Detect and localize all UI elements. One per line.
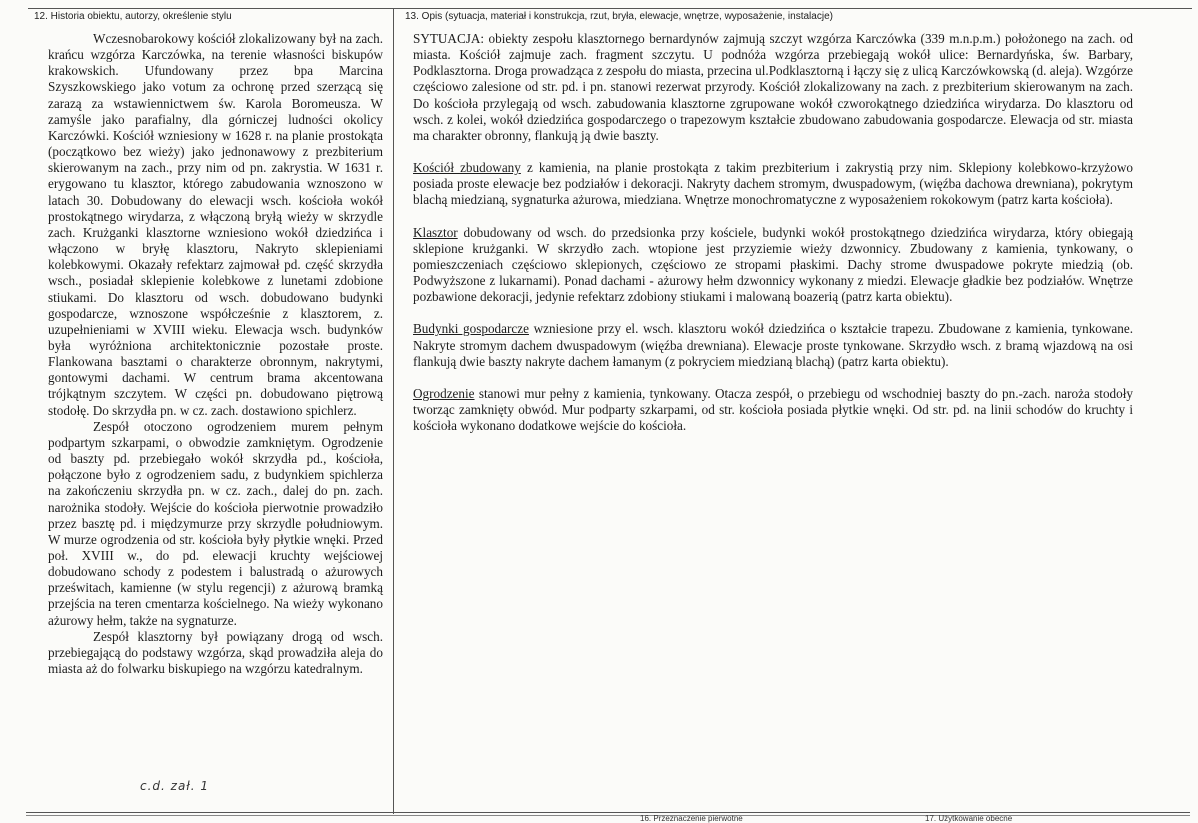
history-column	[48, 31, 383, 677]
top-rule	[28, 8, 1192, 9]
section-16-heading: 16. Przeznaczenie pierwotne	[640, 814, 743, 823]
handwritten-note: c.d. zał. 1	[140, 779, 210, 793]
budynki-paragraph	[413, 321, 1133, 369]
history-paragraph-2: Zespół otoczono ogrodzeniem murem pełnym podpartym szkarpami, o obwodzie zamkniętym. Ogrodzenie od baszty pd. przebiegało wokół skrzydła pd., kościoła, połączone było z ogrodzeniem sadu, z budynkiem spichlerza na zakończeniu skrzydła pn. w cz. zach., dalej do pn. zach. narożnika stodoły. Wejście do kościoła pierwotnie prowadziło przez basztę pd. i międzymurze przy skrzydle południowym. W murze ogrodzenia od str. kościoła były płytkie wnęki. Przed poł. XVIII w., do pd. elewacji kruchty wejściowej dobudowano schody z podestem i balustradą o ażurowych prześwitach, kamienne (w stylu regencji) z ażurową bramką przejścia na teren cmentarza kościelnego. Na wieży wykonano ażurowy hełm, także na sygnaturze.	[48, 418, 383, 628]
bottom-rule-inner	[26, 815, 1190, 816]
ogrodzenie-label: Ogrodzenie	[413, 385, 475, 401]
section-17-heading: 17. Użytkowanie obecne	[925, 814, 1013, 823]
kosciol-text: z kamienia, na planie prostokąta z takim prezbiterium i zakrystią przy nim. Sklepiony kolebkowo-krzyżowo posiada proste elewacje bez podziałów i dekoracji. Nakryty dachem stromym, dwuspadowym, (więźba dachowa drewniana), pokrytym blachą miedzianą, sygnaturka ażurowa, miedziana. Wnętrze monochromatyczne z wyposażeniem rokokowym (patrz karta kościoła).	[413, 160, 1133, 208]
history-paragraph-1: Wczesnobarokowy kościół zlokalizowany był na zach. krańcu wzgórza Karczówka, na terenie własności biskupów krakowskich. Ufundowany przez bpa Marcina Szyszkowskiego jako votum za ochronę przed szerzącą się zarazą za wstawiennictwem św. Karola Boromeusza. W zamyśle jako parafialny, dla górniczej ludności okolicy Karczówki. Kościół wzniesiony w 1628 r. na planie prostokąta (początkowo bez wieży) jako jednonawowy z prezbiterium skierowanym na zach., przy nim od pn. zakrystia. W 1631 r. erygowano tu klasztor, którego zabudowania wznoszono w latach 30. Dobudowany do elewacji wsch. kościoła wokół prostokątnego wirydarza, z włączoną bryłą wieży w skrzydle zach. Krużganki klasztorne wzniesiono wokół dziedzińca i włączono w bryłę klasztoru, Nakryto sklepieniami kolebkowymi. Okazały refektarz zajmował pd. część skrzydła wsch., posiadał sklepienie kolebkowe z lunetami zdobione stiukami. Do klasztoru od wsch. dobudowano budynki gospodarcze, wznoszone współcześnie z klasztorem, z. uzupełnieniami w XVIII wieku. Elewacja wsch. budynków była wyróżniona architektonicznie pozostałe proste. Flankowana basztami o charakterze obronnym, nakrytymi, gontowymi dachami. W centrum brama akcentowana trójkątnym szczytem. W części pn. dobudowano piętrową stodołę. Do skrzydła pn. w cz. zach. dostawiono spichlerz.	[48, 31, 383, 418]
klasztor-label: Klasztor	[413, 224, 458, 240]
description-column	[413, 31, 1133, 434]
klasztor-text: dobudowany od wsch. do przedsionka przy kościele, budynki wokół prostokątnego dziedzińca wirydarza, który obiegają sklepione krużganki. W skrzydło zach. wtopione jest przyziemie wieży dzwonnicy. Zbudowany z kamienia, tynkowany, o pomieszczeniach częściowo sklepionych, częściowo ze stropami płaskimi. Dachy strome dwuspadowe pokryte miedzią (ob. Podwyższone z lukarnami). Ponad dachami - ażurowy hełm dzwonnicy wykonany z miedzi. Elewacje gładkie bez podziałów. Wnętrze pozbawione dekoracji, jedynie refektarz zdobiony stiukami i malowaną boazerią (patrz karta obiektu).	[413, 224, 1134, 305]
section-13-heading: 13. Opis (sytuacja, materiał i konstrukcja, rzut, bryła, elewacje, wnętrze, wyposażenie, instalacje)	[405, 11, 833, 22]
budynki-text: wzniesione przy el. wsch. klasztoru wokół dziedzińca o kształcie trapezu. Zbudowane z kamienia, tynkowane. Nakryte stromym dachem dwuspadowym (więźba drewniana). Elewacje proste tynkowane. Skrzydło wsch. z bramą wjazdową na osi flankują dwie baszty nakryte dachem łamanym (z pokryciem miedzianą blachą) (patrz karta obiektu).	[413, 321, 1133, 369]
kosciol-paragraph	[413, 160, 1133, 208]
ogrodzenie-paragraph	[413, 386, 1133, 434]
column-divider	[393, 8, 394, 814]
kosciol-label: Kościół zbudowany	[413, 160, 521, 176]
section-12-heading: 12. Historia obiektu, autorzy, określenie stylu	[34, 11, 232, 22]
budynki-label: Budynki gospodarcze	[413, 321, 529, 337]
bottom-rule	[26, 812, 1190, 813]
history-paragraph-3: Zespół klasztorny był powiązany drogą od wsch. przebiegającą do podstawy wzgórza, skąd prowadziła aleja do miasta aż do folwarku biskupiego na wzgórzu katedralnym.	[48, 628, 383, 677]
sytuacja-paragraph: SYTUACJA: obiekty zespołu klasztornego bernardynów zajmują szczyt wzgórza Karczówka (339 m.n.p.m.) położonego na zach. od miasta. Kościół zajmuje zach. fragment szczytu. U podnóża wzgórza przebiegają wokół ulice: Bernardyńska, św. Barbary, Podklasztorna. Droga prowadząca z zespołu do miasta, przecina ul.Podklasztorną i łączy się z ulicą Karczówkowską (d. aleja). Wzgórze częściowo zalesione od str. pd. i pn. stanowi rezerwat przyrody. Kościół zlokalizowany na zach. z prezbiterium skierowanym na zach. Do kościoła przylegają od wsch. zabudowania klasztorne zgrupowane wokół czworokątnego dziedzińca wirydarza. Do klasztoru od wsch. z kolei, wokół dziedzińca gospodarczego o trapezowym kształcie zbudowano zabudowania gospodarcze. Elewacja od str. miasta ma charakter obronny, flankują ją dwie baszty.	[413, 31, 1133, 143]
ogrodzenie-text: stanowi mur pełny z kamienia, tynkowany. Otacza zespół, o przebiegu od wschodniej baszty do pn.-zach. naroża stodoły tworząc zamknięty obwód. Mur podparty szkarpami, od str. kościoła posiada płytkie wnęki. Od str. pd. na linii schodów do kruchty i kościoła wykonano dodatkowe wejście do kościoła.	[413, 385, 1133, 434]
klasztor-paragraph	[413, 225, 1133, 306]
